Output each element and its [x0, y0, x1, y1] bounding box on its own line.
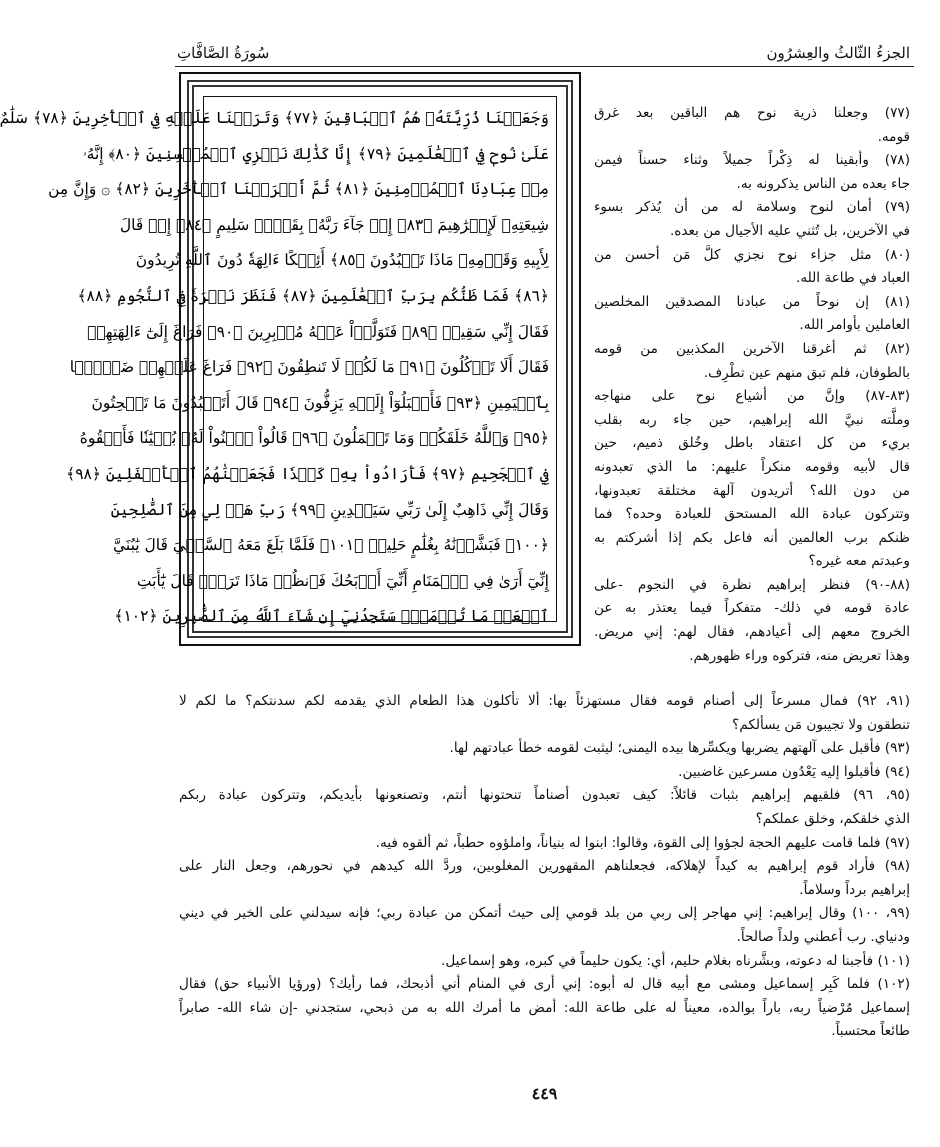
quran-line: وَجَعَلۡنَا ذُرِّيَّتَهُۥ هُمُ ٱلۡبَاقِينَ ﴿٧٧﴾ وَتَرَكۡنَا عَلَيۡهِ فِي ٱلۡأٓخِرِينَ ﴿٧٨﴾ سَلَٰمٌ	[0, 109, 549, 127]
tafsir-line: جاء بعده من الناس يذكرونه به.	[736, 175, 910, 192]
tafsir-line: (٨١) إن نوحاً من عبادنا المصدقين المخلصين	[594, 293, 910, 310]
tafsir-line: وتتركون عبادة الله المستحق للعبادة وحده؟ فما	[594, 506, 910, 523]
tafsir-line: (٧٨) وأبقينا له ذِكْراً جميلاً وثناء حسناً فيمن	[594, 152, 910, 169]
tafsir-line: ودنياي. رب أعطني ولداً صالحاً.	[736, 928, 910, 945]
page-number: ٤٤٩	[531, 1084, 558, 1103]
quran-line: عَلَىٰ نُوحٖ فِي ٱلۡعَٰلَمِينَ ﴿٧٩﴾ إِنَّا كَذَٰلِكَ نَجۡزِي ٱلۡمُحۡسِنِينَ ﴿٨٠﴾ إِنَّهُۥ	[82, 144, 549, 163]
tafsir-line: من دون الله؟ أتريدون آلهة مختلقة تعبدونها،	[594, 482, 910, 499]
tafsir-line: (٩٥، ٩٦) فلقيهم إبراهيم بثبات قائلاً: كيف تعبدون أصناماً تنحتونها أنتم، وتصنعونها بأيديكم، وتتركون عبادة ربكم	[179, 787, 910, 804]
tafsir-line: (٩١، ٩٢) فمال مسرعاً إلى أصنام قومه فقال مستهزئاً بها: ألا تأكلون هذا الطعام الذي يقدمه لكم سدنتكم؟ ما لكم لا	[179, 693, 910, 709]
tafsir-line: إبراهيم برداً وسلاماً.	[799, 881, 910, 898]
tafsir-line: (١٠٢) فلما كَبِر إسماعيل ومشى مع أبيه قال له أبوه: إني أرى في المنام أني أذبحك، فما رأيك؟ (ورؤيا الأنبياء حق) فقال	[179, 976, 910, 993]
tafsir-line: (٧٧) وجعلنا ذرية نوح هم الباقين بعد غرق	[594, 105, 910, 121]
surah-title: سُورَةُ الصَّافَّاتِ	[177, 44, 270, 62]
tafsir-full-width	[179, 690, 910, 1044]
header-divider	[175, 66, 914, 67]
tafsir-line: قال لأبيه وقومه منكراً عليهم: ما الذي تعبدونه	[594, 458, 910, 475]
quran-line: ﴿٩٥﴾ وَٱللَّهُ خَلَقَكُمۡ وَمَا تَعۡمَلُونَ ﴿٩٦﴾ قَالُواْ ٱبۡنُواْ لَهُۥ بُنۡيَٰنٗا فَأَلۡقُوهُ	[79, 429, 549, 448]
tafsir-line: (٩٣) فأقبل على آلهتهم يضربها ويكسِّرها بيده اليمنى؛ ليثبت لقومه خطأ عبادتهم لها.	[449, 740, 910, 757]
tafsir-line: (٨٢) ثم أغرقنا الآخرين المكذبين من قومه	[594, 340, 910, 357]
tafsir-line: بريء من كل اعتقاد باطل وخُلق ذميم، حين	[594, 435, 910, 452]
tafsir-line: (٩٩، ١٠٠) وقال إبراهيم: إني مهاجر إلى ربي من بلد قومي إلى حيث أتمكن من عبادة ربي؛ فإنه سيدلني على الخير في ديني	[179, 905, 910, 922]
quran-line: شِيعَتِهِۦ لَإِبۡرَٰهِيمَ ﴿٨٣﴾ إِذۡ جَآءَ رَبَّهُۥ بِقَلۡبٖ سَلِيمٍ ﴿٨٤﴾ إِذۡ قَالَ	[119, 215, 549, 234]
tafsir-line: وعبدتم معه غيره؟	[808, 553, 910, 570]
tafsir-line: إسماعيل مُرْضياً ربه، باراً بوالده، معيناً له على طاعة الله: أمض ما أمرك الله به من ذبحي، ستجدني -إن شاء الله- صابراً	[179, 999, 910, 1016]
quran-line: ٱفۡعَلۡ مَا تُؤۡمَرُۖ سَتَجِدُنِيٓ إِن شَآءَ ٱللَّهُ مِنَ ٱلصَّٰبِرِينَ ﴿١٠٢﴾	[114, 607, 549, 626]
quran-line: بِٱلۡيَمِينِ ﴿٩٣﴾ فَأَقۡبَلُوٓاْ إِلَيۡهِ يَزِفُّونَ ﴿٩٤﴾ قَالَ أَتَعۡبُدُونَ مَا تَنۡحِتُونَ	[91, 393, 549, 412]
tafsir-line: وهذا تعريض منه، فتركوه وراء ظهورهم.	[689, 647, 910, 664]
tafsir-line: (٨٣-٨٧) وإنَّ من أشياع نوح على منهاجه	[594, 388, 910, 405]
quran-line: لِأَبِيهِ وَقَوۡمِهِۦ مَاذَا تَعۡبُدُونَ ﴿٨٥﴾ أَئِفۡكًا ءَالِهَةٗ دُونَ ٱللَّهِ تُرِيدُونَ	[135, 251, 549, 270]
tafsir-line: (٧٩) أمان لنوح وسلامة له من أن يُذكر بسوء	[594, 199, 910, 216]
tafsir-line: العاملين بأوامر الله.	[799, 317, 910, 334]
tafsir-line: (٨٨-٩٠) فنظر إبراهيم نظرة في النجوم -على	[594, 576, 910, 593]
tafsir-column	[594, 102, 910, 668]
quran-line: وَقَالَ إِنِّي ذَاهِبٌ إِلَىٰ رَبِّي سَيَهۡدِينِ ﴿٩٩﴾ رَبِّ هَبۡ لِي مِنَ ٱلصَّٰلِحِينَ	[110, 500, 549, 519]
tafsir-line: (٨٠) مثل جزاء نوح نجزي كلَّ مَن أحسن من	[594, 246, 910, 263]
tafsir-line: (٩٨) فأراد قوم إبراهيم به كيداً لإهلاكه، فجعلناهم المقهورين المغلوبين، وردَّ الله كيدهم في نحورهم، وجعل النار على	[179, 858, 910, 875]
tafsir-line: الذي خلقكم، وخلق عملكم؟	[755, 810, 910, 827]
tafsir-line: عادة قومه في ذلك- متفكراً فيما يعتذر به عن	[594, 600, 910, 617]
juz-title: الجزءُ الثّالثُ والعِشرُون	[766, 44, 910, 62]
quran-line: إِنِّيٓ أَرَىٰ فِي ٱلۡمَنَامِ أَنِّيٓ أَذۡبَحُكَ فَٱنظُرۡ مَاذَا تَرَىٰۚ قَالَ يَٰٓأَبَتِ	[136, 571, 549, 590]
tafsir-line: في الآخرين، بل تُثني عليه الأجيال من بعده.	[669, 222, 910, 239]
tafsir-line: (٩٤) فأقبلوا إليه يَعْدُون مسرعين غاضبين.	[678, 763, 910, 780]
quran-line: ﴿١٠٠﴾ فَبَشَّرۡنَٰهُ بِغُلَٰمٍ حَلِيمٖ ﴿١٠١﴾ فَلَمَّا بَلَغَ مَعَهُ ٱلسَّعۡيَ قَالَ يَٰبُنَيَّ	[113, 536, 549, 555]
quran-text-block	[0, 96, 557, 626]
tafsir-line: (١٠١) فأجبنا له دعوته، وبشَّرناه بغلام حليم، أي: يكون حليماً في كبره، وهو إسماعيل.	[441, 952, 910, 969]
tafsir-line: الخروج معهم إلى أعيادهم، فقال لهم: إني مريض.	[594, 624, 910, 641]
quran-line: مِنۡ عِبَادِنَا ٱلۡمُؤۡمِنِينَ ﴿٨١﴾ ثُمَّ أَغۡرَقۡنَا ٱلۡأٓخَرِينَ ﴿٨٢﴾ ۞ وَإِنَّ مِن	[48, 180, 549, 199]
quran-line: ﴿٨٦﴾ فَمَا ظَنُّكُم بِرَبِّ ٱلۡعَٰلَمِينَ ﴿٨٧﴾ فَنَظَرَ نَظۡرَةٗ فِي ٱلنُّجُومِ ﴿٨٨﴾	[77, 286, 549, 305]
quran-line: فَقَالَ أَلَا تَأۡكُلُونَ ﴿٩١﴾ مَا لَكُمۡ لَا تَنطِقُونَ ﴿٩٢﴾ فَرَاغَ عَلَيۡهِمۡ ضَرۡبَۢا	[69, 358, 549, 377]
tafsir-line: (٩٧) فلما قامت عليهم الحجة لجؤوا إلى القوة، وقالوا: ابنوا له بنياناً، واملؤوه حطباً، ثم ألقوه فيه.	[375, 834, 910, 851]
tafsir-line: قومه.	[877, 128, 910, 145]
tafsir-line: تنطقون ولا تجيبون مَن يسألكم؟	[732, 716, 910, 733]
tafsir-line: العباد في طاعة الله.	[796, 270, 910, 287]
quran-text-frame	[0, 72, 581, 646]
quran-line: فَقَالَ إِنِّي سَقِيمٞ ﴿٨٩﴾ فَتَوَلَّوۡاْ عَنۡهُ مُدۡبِرِينَ ﴿٩٠﴾ فَرَاغَ إِلَىٰٓ ءَالِهَتِهِمۡ	[87, 322, 549, 341]
tafsir-line: بالطوفان، فلم تبق منهم عين تطْرِف.	[703, 364, 910, 381]
tafsir-line: طائعاً محتسباً.	[831, 1023, 910, 1040]
tafsir-line: وملَّته نبيَّ الله إبراهيم، حين جاء ربه بقلب	[594, 411, 910, 428]
quran-line: فِي ٱلۡجَحِيمِ ﴿٩٧﴾ فَأَرَادُواْ بِهِۦ كَيۡدٗا فَجَعَلۡنَٰهُمُ ٱلۡأَسۡفَلِينَ ﴿٩٨﴾	[66, 464, 549, 483]
tafsir-line: ظنكم برب العالمين أنه فاعل بكم إذا أشركتم به	[594, 529, 910, 546]
